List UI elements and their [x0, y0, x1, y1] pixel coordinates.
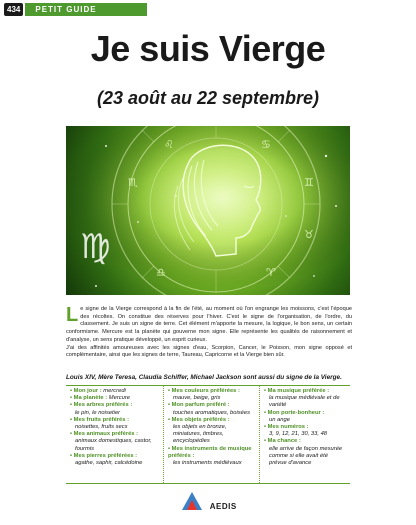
publisher-name: AEDIS [209, 502, 237, 511]
trait-item: • Mon jour : mercredi [70, 388, 126, 394]
traits-column-2 [164, 386, 260, 483]
trait-item: • Ma planète : Mercure [70, 395, 131, 402]
zodiac-wheel-icon [66, 126, 350, 295]
svg-text:♏: ♏ [128, 176, 138, 189]
virgo-illustration [66, 126, 350, 295]
svg-text:♌: ♌ [164, 138, 174, 151]
series-name: PETIT GUIDE [25, 3, 146, 16]
trait-item: • Mes fruits préférés : noisettes, fruits secs [70, 416, 130, 431]
trait-item: • Mes instruments de musique préférés : les instruments médiévaux [168, 445, 252, 467]
trait-item: • Ma musique préférée : la musique médiévale et de variété [264, 388, 340, 409]
intro-paragraph-1-text: e signe de la Vierge correspond à la fin de l'été, au moment où l'on engrange les moissons, c'est l'époque des récoltes. On constitue des réserves pour l'hiver. C'est le signe de l'organisation, de l'ordre, du classement. Je suis un signe de terre. Cet élément m'apporte la mesure, la logique, le bon sens, un certain conformisme. Mercure est la planète qui gouverne mon signe. Elle représente les qualités de raisonnement et d'analyse, un sens pratique développé, un esprit curieux. [66, 306, 352, 343]
page-title: Je suis Vierge [90, 28, 326, 69]
intro-text [66, 306, 352, 360]
virgo-glyph-icon: ♍ [80, 227, 111, 267]
trait-item: • Ma chance : elle arrive de façon mesurée comme si elle avait été prévue d'avance [264, 438, 343, 467]
publisher-logo [0, 490, 416, 517]
intro-paragraph-1 [66, 306, 352, 345]
traits-table [66, 385, 350, 484]
publisher-logo-icon [179, 490, 205, 512]
dropcap: L [66, 304, 79, 326]
traits-column-3 [260, 386, 350, 483]
svg-text:♎: ♎ [156, 266, 166, 279]
traits-column-1 [66, 386, 164, 483]
trait-item: • Mon porte-bonheur : un ange [264, 409, 325, 423]
date-range: (23 août au 22 septembre) [96, 88, 320, 108]
page-number: 434 [4, 3, 23, 16]
svg-text:♉: ♉ [304, 228, 314, 241]
trait-item: • Mon parfum préféré : touches aromatiques, boisées [168, 402, 251, 416]
svg-text:♊: ♊ [304, 176, 314, 189]
svg-text:♋: ♋ [261, 138, 271, 151]
trait-item: • Mes animaux préférés : animaux domestiques, castor, fourmis [70, 431, 152, 452]
trait-item: • Mes arbres préférés : le pin, le noisetier [70, 402, 133, 416]
trait-item: • Mes couleurs préférées : mauve, beige, gris [168, 388, 240, 402]
trait-item: • Mes numéros : 3, 9, 12, 21, 30, 33, 48 [264, 424, 328, 438]
intro-paragraph-2: J'ai des affinités amoureuses avec les signes d'eau, Scorpion, Cancer, le Poisson, mon signe opposé et complémentaire, ainsi que les signes de terre, Taureau, Capricorne et la Vierge bien sûr. [66, 344, 352, 359]
trait-item: • Mes pierres préférées : agathe, saphir, calcédoine [70, 452, 143, 467]
svg-text:♈: ♈ [266, 266, 276, 279]
series-badge [4, 3, 147, 16]
trait-item: • Mes objets préférés : les objets en bronze, miniatures, timbres, encyclopédies [168, 416, 230, 445]
famous-people: Louis XIV, Mère Teresa, Claudia Schiffer, Michael Jackson sont aussi du signe de la Vierge. [66, 374, 342, 381]
